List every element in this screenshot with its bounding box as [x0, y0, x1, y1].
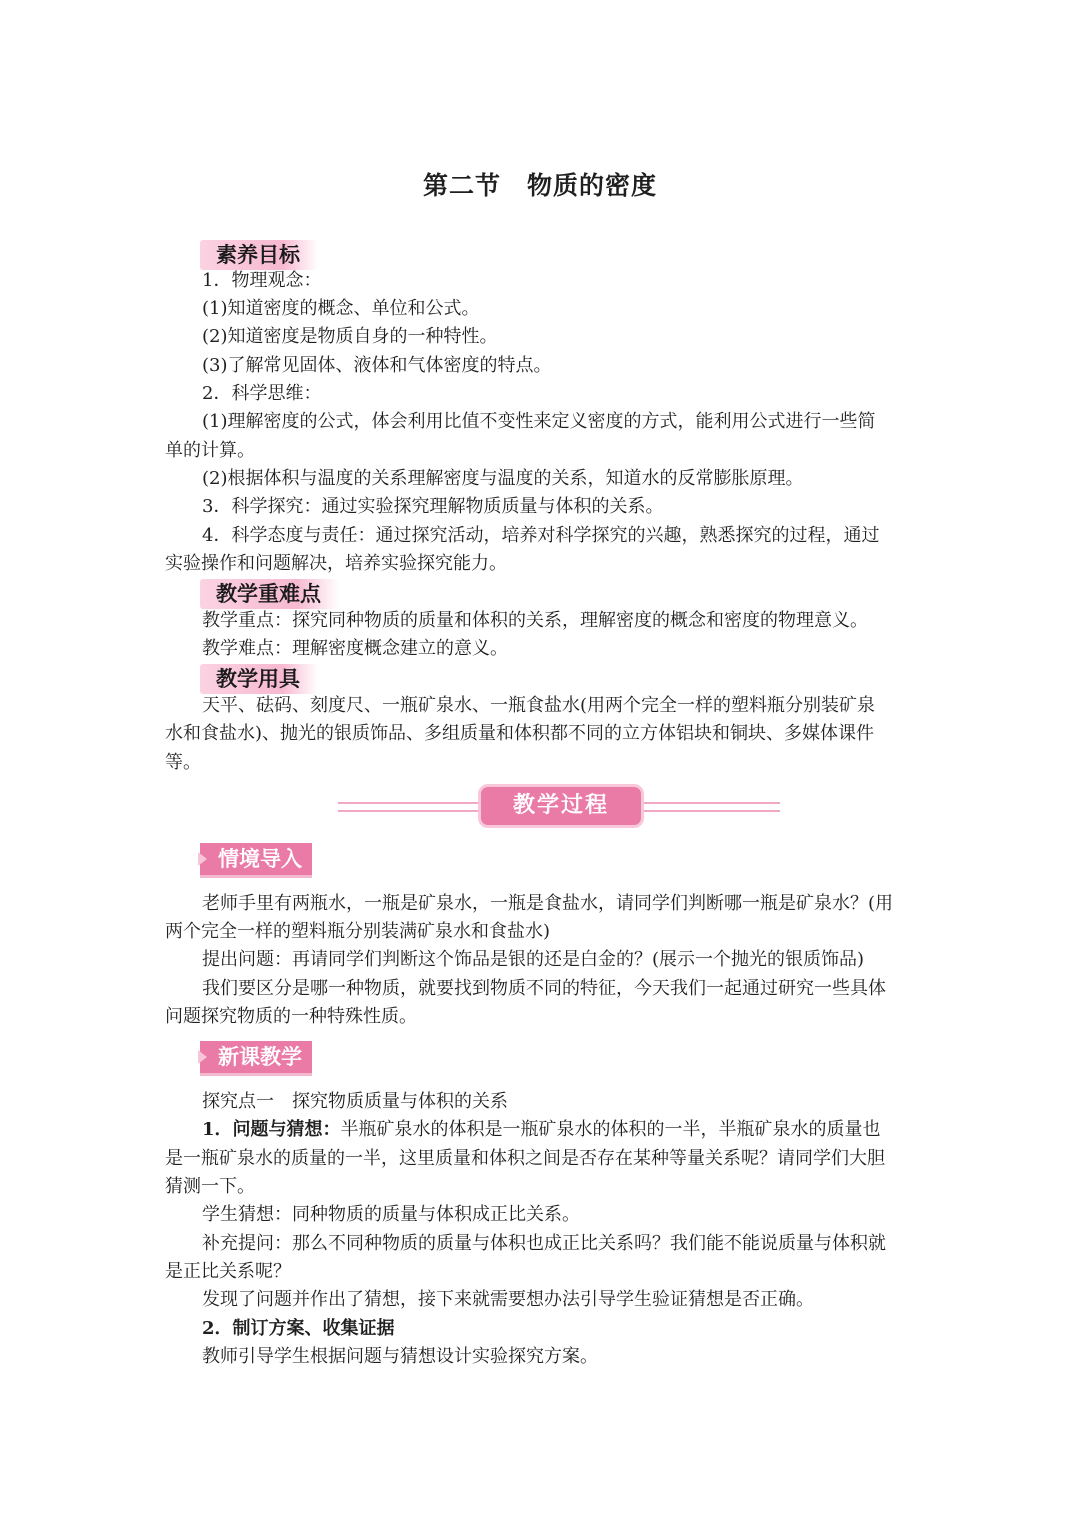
banner-rule-right: [640, 802, 780, 812]
lesson-line: 是正比关系呢？: [165, 1261, 291, 1282]
banner-rule-left: [338, 802, 478, 812]
lesson-line: 教师引导学生根据问题与猜想设计实验探究方案。: [202, 1346, 598, 1367]
section-banner-process: 教学过程: [478, 784, 644, 828]
section-heading-new-lesson: 新课教学: [200, 1041, 312, 1076]
goal-line: 1．物理观念：: [202, 270, 322, 291]
goal-line: 3．科学探究：通过实验探究理解物质质量与体积的关系。: [202, 496, 664, 517]
goal-line: (3)了解常见固体、液体和气体密度的特点。: [202, 355, 552, 376]
intro-line: 老师手里有两瓶水，一瓶是矿泉水，一瓶是食盐水，请同学们判断哪一瓶是矿泉水？(用: [202, 893, 894, 914]
goal-line: 2．科学思维：: [202, 383, 322, 404]
lesson-line: 是一瓶矿泉水的质量的一半，这里质量和体积之间是否存在某种等量关系呢？请同学们大胆: [165, 1148, 885, 1169]
goal-line: 实验操作和问题解决，培养实验探究能力。: [165, 553, 507, 574]
lesson-line: 探究点一 探究物质质量与体积的关系: [202, 1091, 508, 1112]
key-point-line: 教学难点：理解密度概念建立的意义。: [202, 638, 508, 659]
section-heading-tools: 教学用具: [200, 664, 318, 694]
key-point-line: 教学重点：探究同种物质的质量和体积的关系，理解密度的概念和密度的物理意义。: [202, 610, 868, 631]
goal-line: (1)理解密度的公式，体会利用比值不变性来定义密度的方式，能利用公式进行一些简: [202, 411, 876, 432]
goal-line: 单的计算。: [165, 440, 255, 461]
lesson-line: 猜测一下。: [165, 1176, 255, 1197]
goal-line: (1)知道密度的概念、单位和公式。: [202, 298, 480, 319]
section-heading-goals: 素养目标: [200, 240, 318, 270]
lesson-line: 补充提问：那么不同种物质的质量与体积也成正比关系吗？我们能不能说质量与体积就: [202, 1233, 886, 1254]
intro-line: 提出问题：再请同学们判断这个饰品是银的还是白金的？(展示一个抛光的银质饰品): [202, 949, 865, 970]
tools-line: 等。: [165, 752, 201, 773]
page-title: 第二节 物质的密度: [422, 171, 657, 200]
lesson-line: 学生猜想：同种物质的质量与体积成正比关系。: [202, 1204, 580, 1225]
section-heading-intro: 情境导入: [200, 843, 312, 878]
goal-line: (2)根据体积与温度的关系理解密度与温度的关系，知道水的反常膨胀原理。: [202, 468, 804, 489]
goal-line: 4．科学态度与责任：通过探究活动，培养对科学探究的兴趣，熟悉探究的过程，通过: [202, 525, 880, 546]
intro-line: 问题探究物质的一种特殊性质。: [165, 1006, 417, 1027]
lesson-subheading: 1．问题与猜想：: [202, 1119, 341, 1140]
intro-line: 两个完全一样的塑料瓶分别装满矿泉水和食盐水): [165, 921, 551, 942]
section-heading-key-points: 教学重难点: [200, 579, 339, 609]
tools-line: 天平、砝码、刻度尺、一瓶矿泉水、一瓶食盐水(用两个完全一样的塑料瓶分别装矿泉: [202, 695, 876, 716]
tools-line: 水和食盐水)、抛光的银质饰品、多组质量和体积都不同的立方体铝块和铜块、多媒体课件: [165, 723, 875, 744]
lesson-text: 半瓶矿泉水的体积是一瓶矿泉水的体积的一半，半瓶矿泉水的质量也: [340, 1119, 881, 1140]
intro-line: 我们要区分是哪一种物质，就要找到物质不同的特征，今天我们一起通过研究一些具体: [202, 978, 886, 999]
lesson-line: 发现了问题并作出了猜想，接下来就需要想办法引导学生验证猜想是否正确。: [202, 1289, 814, 1310]
lesson-line: [165, 1116, 954, 1144]
goal-line: (2)知道密度是物质自身的一种特性。: [202, 326, 498, 347]
lesson-subheading: 2．制订方案、收集证据: [202, 1318, 395, 1339]
